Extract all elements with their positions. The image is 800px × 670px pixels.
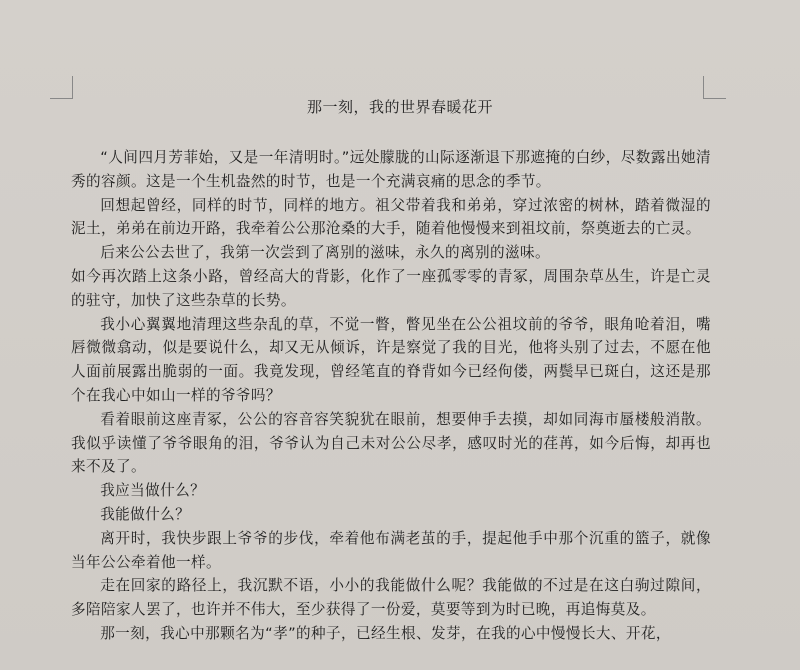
document-body — [71, 146, 711, 646]
document-title: 那一刻，我的世界春暖花开 — [306, 98, 493, 116]
paragraph: 回想起曾经，同样的时节，同样的地方。祖父带着我和弟弟，穿过浓密的树林，踏着微湿的泥土，弟弟在前边开路，我牵着公公那沧桑的大手，随着他慢慢来到祖坟前，祭奠逝去的亡灵。 — [71, 196, 711, 238]
paragraph: 后来公公去世了，我第一次尝到了离别的滋味，永久的离别的滋味。 — [100, 244, 551, 262]
paragraph: 如今再次踏上这条小路，曾经高大的背影，化作了一座孤零零的青冢，周围杂草丛生，许是亡灵的驻守，加快了这些杂草的长势。 — [71, 267, 711, 309]
paragraph: 离开时，我快步跟上爷爷的步伐，牵着他布满老茧的手，提起他手中那个沉重的篮子，就像当年公公牵着他一样。 — [71, 529, 711, 571]
paragraph: “人间四月芳菲始，又是一年清明时。”远处朦胧的山际逐渐退下那遮掩的白纱，尽数露出她清秀的容颜。这是一个生机盎然的时节，也是一个充满哀痛的思念的季节。 — [71, 149, 711, 190]
paragraph: 我小心翼翼地清理这些杂乱的草，不觉一瞥，瞥见坐在公公祖坟前的爷爷，眼角呛着泪，嘴唇微微翕动，似是要说什么，却又无从倾诉，许是察觉了我的目光，他将头别了过去，不愿在他人面前展露出脆弱的一面。我竟发现，曾经笔直的脊背如今已经佝偻，两鬓早已斑白，这还是那个在我心中如山一样的爷爷吗？ — [71, 315, 711, 404]
paragraph: 我应当做什么？ — [100, 482, 206, 500]
paragraph: 看着眼前这座青冢，公公的容音容笑貌犹在眼前，想要伸手去摸，却如同海市蜃楼般消散。我似乎读懂了爷爷眼角的泪，爷爷认为自己未对公公尽孝，感叹时光的荏苒，如今后悔，却再也来不及了。 — [71, 410, 711, 476]
paragraph: 走在回家的路径上，我沉默不语，小小的我能做什么呢？我能做的不过是在这白驹过隙间，多陪陪家人罢了，也许并不伟大，至少获得了一份爱，莫要等到为时已晚，再追悔莫及。 — [71, 577, 711, 619]
paragraph: 那一刻，我心中那颗名为“孝”的种子，已经生根、发芽，在我的心中慢慢长大、开花， — [100, 624, 671, 642]
paragraph: 我能做什么？ — [100, 505, 191, 523]
